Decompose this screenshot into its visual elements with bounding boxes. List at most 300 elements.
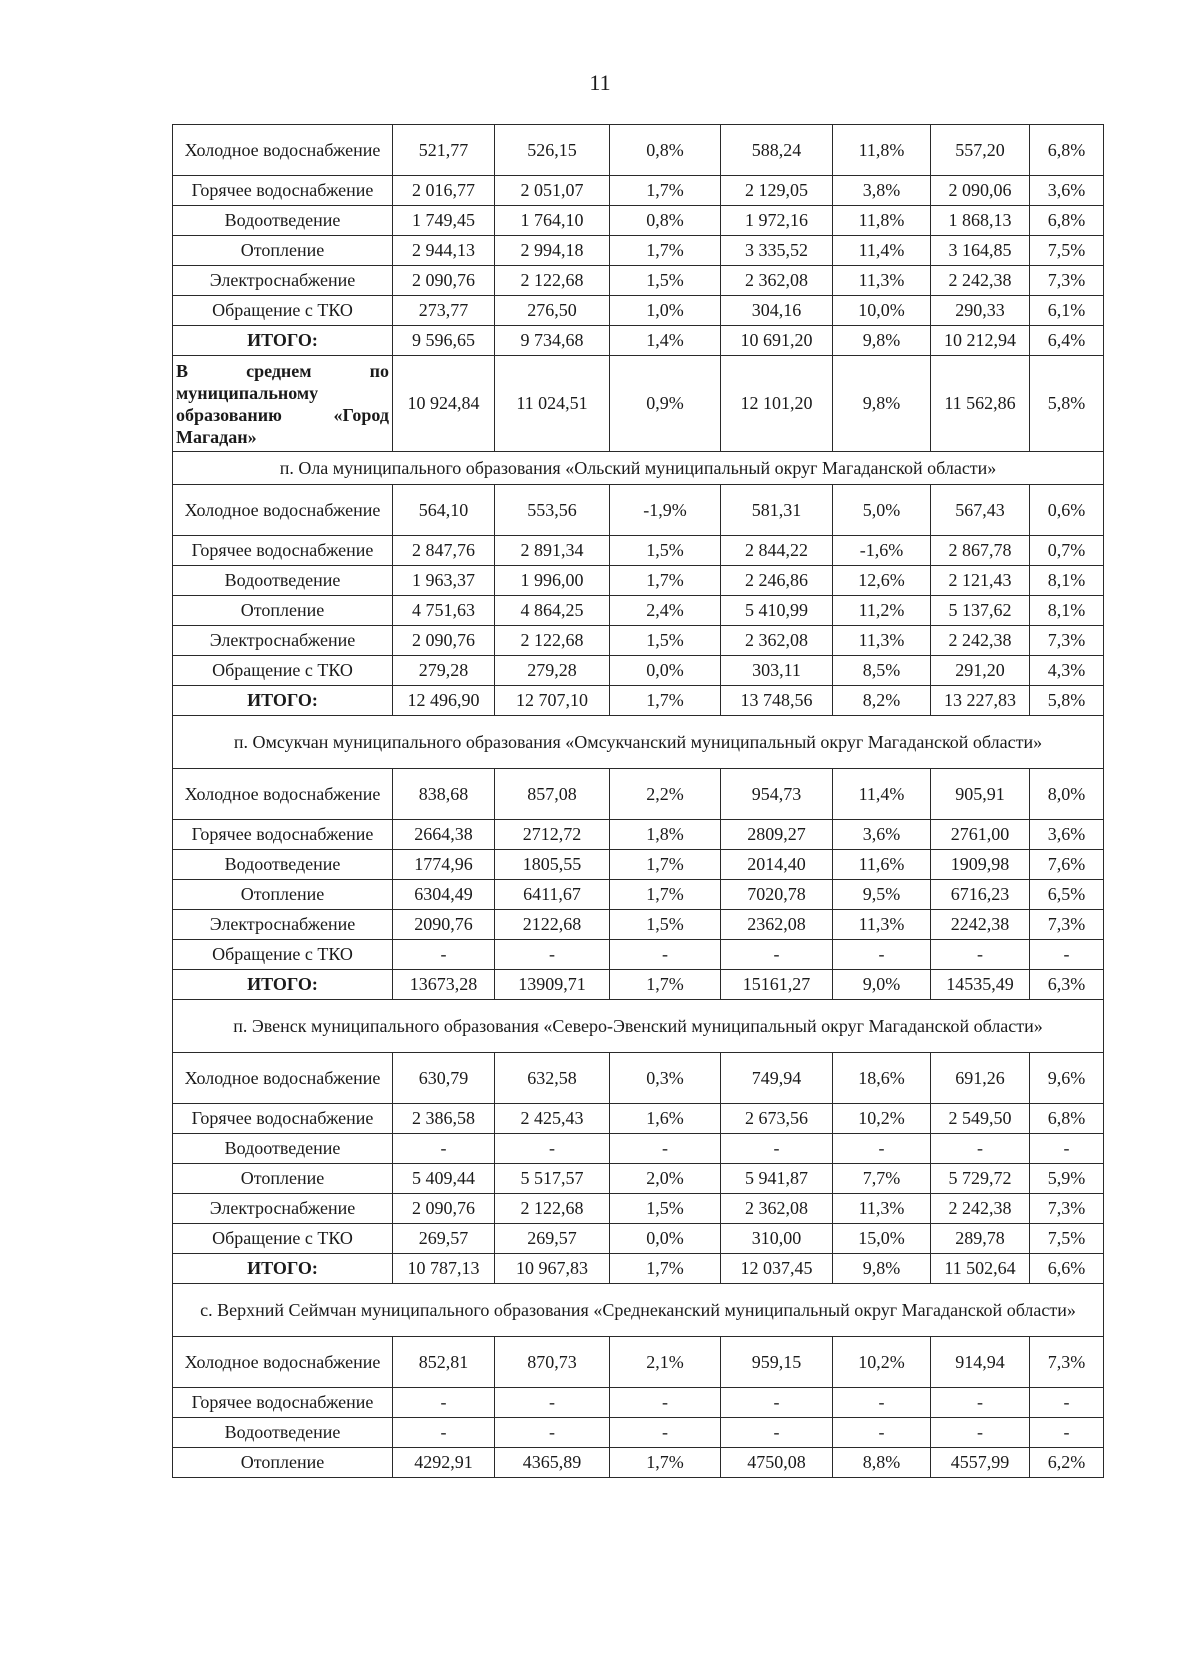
table-row bbox=[173, 1104, 1104, 1134]
value-cell: 9,8% bbox=[833, 326, 931, 356]
value-cell: 2 891,34 bbox=[495, 536, 610, 566]
table-row bbox=[173, 1418, 1104, 1448]
row-name-cell: Водоотведение bbox=[173, 566, 393, 596]
value-cell: 2,1% bbox=[610, 1337, 721, 1388]
value-cell: - bbox=[833, 1418, 931, 1448]
value-cell: 4 864,25 bbox=[495, 596, 610, 626]
row-name-cell: Горячее водоснабжение bbox=[173, 1388, 393, 1418]
value-cell: 6,2% bbox=[1030, 1448, 1104, 1478]
value-cell: 273,77 bbox=[393, 296, 495, 326]
value-cell: 1 764,10 bbox=[495, 206, 610, 236]
value-cell: 7,5% bbox=[1030, 1224, 1104, 1254]
value-cell: 9 734,68 bbox=[495, 326, 610, 356]
value-cell: 11,3% bbox=[833, 910, 931, 940]
table-row bbox=[173, 206, 1104, 236]
value-cell: 2 122,68 bbox=[495, 1194, 610, 1224]
table-row bbox=[173, 125, 1104, 176]
value-cell: 0,0% bbox=[610, 1224, 721, 1254]
table-row bbox=[173, 880, 1104, 910]
table-row bbox=[173, 236, 1104, 266]
value-cell: 1,7% bbox=[610, 1254, 721, 1284]
value-cell: - bbox=[721, 1134, 833, 1164]
value-cell: 2 362,08 bbox=[721, 626, 833, 656]
section-title: п. Эвенск муниципального образования «Северо-Эвенский муниципальный округ Магаданской области» bbox=[173, 1000, 1104, 1053]
value-cell: 5 941,87 bbox=[721, 1164, 833, 1194]
value-cell: 2090,76 bbox=[393, 910, 495, 940]
value-cell: 2 944,13 bbox=[393, 236, 495, 266]
value-cell: 0,6% bbox=[1030, 485, 1104, 536]
table-row bbox=[173, 266, 1104, 296]
table-row bbox=[173, 769, 1104, 820]
value-cell: 6,8% bbox=[1030, 206, 1104, 236]
value-cell: 2 122,68 bbox=[495, 626, 610, 656]
value-cell: 588,24 bbox=[721, 125, 833, 176]
value-cell: 4,3% bbox=[1030, 656, 1104, 686]
value-cell: - bbox=[610, 1134, 721, 1164]
value-cell: 1,5% bbox=[610, 1194, 721, 1224]
table-row bbox=[173, 176, 1104, 206]
value-cell: 5,0% bbox=[833, 485, 931, 536]
value-cell: 2014,40 bbox=[721, 850, 833, 880]
value-cell: 11 024,51 bbox=[495, 356, 610, 452]
table-row bbox=[173, 910, 1104, 940]
value-cell: 6,5% bbox=[1030, 880, 1104, 910]
value-cell: 2,4% bbox=[610, 596, 721, 626]
value-cell: 6,8% bbox=[1030, 1104, 1104, 1134]
value-cell: 914,94 bbox=[931, 1337, 1030, 1388]
value-cell: - bbox=[833, 1388, 931, 1418]
value-cell: 7,3% bbox=[1030, 626, 1104, 656]
value-cell: 5 409,44 bbox=[393, 1164, 495, 1194]
value-cell: - bbox=[721, 1418, 833, 1448]
value-cell: 12 101,20 bbox=[721, 356, 833, 452]
value-cell: 2 386,58 bbox=[393, 1104, 495, 1134]
value-cell: - bbox=[1030, 940, 1104, 970]
row-name-cell: Электроснабжение bbox=[173, 266, 393, 296]
value-cell: 870,73 bbox=[495, 1337, 610, 1388]
table-row bbox=[173, 820, 1104, 850]
value-cell: 1,7% bbox=[610, 880, 721, 910]
value-cell: 9,8% bbox=[833, 356, 931, 452]
row-name-cell: Водоотведение bbox=[173, 850, 393, 880]
row-name-cell: ИТОГО: bbox=[173, 1254, 393, 1284]
value-cell: 2 242,38 bbox=[931, 626, 1030, 656]
section-header-row bbox=[173, 1000, 1104, 1053]
value-cell: 13 227,83 bbox=[931, 686, 1030, 716]
value-cell: - bbox=[393, 1418, 495, 1448]
total-row bbox=[173, 1254, 1104, 1284]
value-cell: 1,7% bbox=[610, 686, 721, 716]
row-name-cell: Холодное водоснабжение bbox=[173, 1053, 393, 1104]
value-cell: 1 972,16 bbox=[721, 206, 833, 236]
table-row bbox=[173, 850, 1104, 880]
value-cell: 18,6% bbox=[833, 1053, 931, 1104]
value-cell: 8,0% bbox=[1030, 769, 1104, 820]
value-cell: 9,6% bbox=[1030, 1053, 1104, 1104]
table-row bbox=[173, 1164, 1104, 1194]
row-name-cell: Водоотведение bbox=[173, 1134, 393, 1164]
value-cell: 1 868,13 bbox=[931, 206, 1030, 236]
value-cell: 564,10 bbox=[393, 485, 495, 536]
value-cell: 7,7% bbox=[833, 1164, 931, 1194]
value-cell: 4 751,63 bbox=[393, 596, 495, 626]
row-name-cell: Обращение с ТКО bbox=[173, 1224, 393, 1254]
value-cell: 13 748,56 bbox=[721, 686, 833, 716]
value-cell: 553,56 bbox=[495, 485, 610, 536]
table-row bbox=[173, 536, 1104, 566]
row-name-cell: Отопление bbox=[173, 236, 393, 266]
table-row bbox=[173, 1134, 1104, 1164]
value-cell: 2664,38 bbox=[393, 820, 495, 850]
value-cell: 2 673,56 bbox=[721, 1104, 833, 1134]
value-cell: 8,2% bbox=[833, 686, 931, 716]
value-cell: 9 596,65 bbox=[393, 326, 495, 356]
value-cell: 11 562,86 bbox=[931, 356, 1030, 452]
section-title: с. Верхний Сеймчан муниципального образования «Среднеканский муниципальный округ Магаданской области» bbox=[173, 1284, 1104, 1337]
value-cell: 905,91 bbox=[931, 769, 1030, 820]
table-row bbox=[173, 1194, 1104, 1224]
value-cell: 11,3% bbox=[833, 626, 931, 656]
value-cell: - bbox=[833, 940, 931, 970]
value-cell: 0,8% bbox=[610, 206, 721, 236]
value-cell: 11,3% bbox=[833, 1194, 931, 1224]
value-cell: 291,20 bbox=[931, 656, 1030, 686]
value-cell: - bbox=[931, 1388, 1030, 1418]
value-cell: 2 362,08 bbox=[721, 1194, 833, 1224]
value-cell: 2,2% bbox=[610, 769, 721, 820]
value-cell: 12,6% bbox=[833, 566, 931, 596]
value-cell: - bbox=[1030, 1134, 1104, 1164]
total-row bbox=[173, 970, 1104, 1000]
total-row bbox=[173, 326, 1104, 356]
value-cell: 2 090,76 bbox=[393, 266, 495, 296]
value-cell: 6,1% bbox=[1030, 296, 1104, 326]
value-cell: 1 749,45 bbox=[393, 206, 495, 236]
value-cell: 1 963,37 bbox=[393, 566, 495, 596]
value-cell: 3,8% bbox=[833, 176, 931, 206]
value-cell: 14535,49 bbox=[931, 970, 1030, 1000]
value-cell: 6716,23 bbox=[931, 880, 1030, 910]
value-cell: 6,4% bbox=[1030, 326, 1104, 356]
table-row bbox=[173, 1337, 1104, 1388]
value-cell: 4365,89 bbox=[495, 1448, 610, 1478]
value-cell: 5 517,57 bbox=[495, 1164, 610, 1194]
row-name-cell: Холодное водоснабжение bbox=[173, 125, 393, 176]
value-cell: 11,8% bbox=[833, 125, 931, 176]
row-name-cell: Электроснабжение bbox=[173, 626, 393, 656]
value-cell: 11,4% bbox=[833, 769, 931, 820]
value-cell: 1,7% bbox=[610, 1448, 721, 1478]
row-name-cell: ИТОГО: bbox=[173, 970, 393, 1000]
value-cell: 304,16 bbox=[721, 296, 833, 326]
value-cell: 1,0% bbox=[610, 296, 721, 326]
row-name-cell: Водоотведение bbox=[173, 1418, 393, 1448]
value-cell: 2 242,38 bbox=[931, 1194, 1030, 1224]
value-cell: 1,5% bbox=[610, 910, 721, 940]
value-cell: 310,00 bbox=[721, 1224, 833, 1254]
value-cell: 3,6% bbox=[1030, 176, 1104, 206]
value-cell: 557,20 bbox=[931, 125, 1030, 176]
value-cell: - bbox=[393, 1134, 495, 1164]
value-cell: 11 502,64 bbox=[931, 1254, 1030, 1284]
value-cell: - bbox=[495, 1134, 610, 1164]
value-cell: 3 164,85 bbox=[931, 236, 1030, 266]
value-cell: - bbox=[931, 940, 1030, 970]
value-cell: 2 090,76 bbox=[393, 1194, 495, 1224]
value-cell: - bbox=[393, 1388, 495, 1418]
value-cell: 2 129,05 bbox=[721, 176, 833, 206]
value-cell: 2362,08 bbox=[721, 910, 833, 940]
value-cell: 1774,96 bbox=[393, 850, 495, 880]
value-cell: 11,3% bbox=[833, 266, 931, 296]
value-cell: 13909,71 bbox=[495, 970, 610, 1000]
value-cell: 630,79 bbox=[393, 1053, 495, 1104]
value-cell: 852,81 bbox=[393, 1337, 495, 1388]
value-cell: 0,7% bbox=[1030, 536, 1104, 566]
value-cell: 7,3% bbox=[1030, 910, 1104, 940]
value-cell: 10 924,84 bbox=[393, 356, 495, 452]
value-cell: 8,1% bbox=[1030, 596, 1104, 626]
value-cell: 3 335,52 bbox=[721, 236, 833, 266]
value-cell: 2712,72 bbox=[495, 820, 610, 850]
value-cell: 5 137,62 bbox=[931, 596, 1030, 626]
value-cell: 5 729,72 bbox=[931, 1164, 1030, 1194]
value-cell: 7,3% bbox=[1030, 1337, 1104, 1388]
table-row bbox=[173, 296, 1104, 326]
value-cell: 567,43 bbox=[931, 485, 1030, 536]
value-cell: 5 410,99 bbox=[721, 596, 833, 626]
row-name-cell: Водоотведение bbox=[173, 206, 393, 236]
value-cell: - bbox=[931, 1134, 1030, 1164]
table-row bbox=[173, 485, 1104, 536]
value-cell: - bbox=[610, 1418, 721, 1448]
value-cell: 521,77 bbox=[393, 125, 495, 176]
value-cell: 2 362,08 bbox=[721, 266, 833, 296]
value-cell: 3,6% bbox=[833, 820, 931, 850]
value-cell: -1,6% bbox=[833, 536, 931, 566]
row-name-cell: В среднем по муниципальному образованию «Город Магадан» bbox=[173, 356, 393, 452]
row-name-cell: Горячее водоснабжение bbox=[173, 176, 393, 206]
value-cell: 15161,27 bbox=[721, 970, 833, 1000]
value-cell: 1,7% bbox=[610, 176, 721, 206]
value-cell: 11,2% bbox=[833, 596, 931, 626]
value-cell: 9,8% bbox=[833, 1254, 931, 1284]
value-cell: 838,68 bbox=[393, 769, 495, 820]
value-cell: 303,11 bbox=[721, 656, 833, 686]
value-cell: - bbox=[610, 1388, 721, 1418]
table-row bbox=[173, 1388, 1104, 1418]
value-cell: 1,5% bbox=[610, 536, 721, 566]
average-row bbox=[173, 356, 1104, 452]
section-header-row bbox=[173, 716, 1104, 769]
value-cell: 2 549,50 bbox=[931, 1104, 1030, 1134]
row-name-cell: Обращение с ТКО bbox=[173, 940, 393, 970]
value-cell: 954,73 bbox=[721, 769, 833, 820]
value-cell: 1,6% bbox=[610, 1104, 721, 1134]
value-cell: 11,4% bbox=[833, 236, 931, 266]
value-cell: 12 707,10 bbox=[495, 686, 610, 716]
value-cell: 1,4% bbox=[610, 326, 721, 356]
value-cell: 632,58 bbox=[495, 1053, 610, 1104]
row-name-cell: Отопление bbox=[173, 596, 393, 626]
value-cell: 2809,27 bbox=[721, 820, 833, 850]
value-cell: 2 867,78 bbox=[931, 536, 1030, 566]
value-cell: 1,7% bbox=[610, 236, 721, 266]
value-cell: 959,15 bbox=[721, 1337, 833, 1388]
value-cell: 269,57 bbox=[393, 1224, 495, 1254]
value-cell: 1,7% bbox=[610, 566, 721, 596]
value-cell: 1,5% bbox=[610, 266, 721, 296]
row-name-cell: ИТОГО: bbox=[173, 686, 393, 716]
value-cell: 7020,78 bbox=[721, 880, 833, 910]
value-cell: 6304,49 bbox=[393, 880, 495, 910]
value-cell: 2 051,07 bbox=[495, 176, 610, 206]
value-cell: 2 994,18 bbox=[495, 236, 610, 266]
table-row bbox=[173, 940, 1104, 970]
value-cell: - bbox=[721, 940, 833, 970]
value-cell: - bbox=[495, 1388, 610, 1418]
value-cell: 2 122,68 bbox=[495, 266, 610, 296]
value-cell: 4750,08 bbox=[721, 1448, 833, 1478]
value-cell: 1,5% bbox=[610, 626, 721, 656]
value-cell: 6,6% bbox=[1030, 1254, 1104, 1284]
value-cell: 526,15 bbox=[495, 125, 610, 176]
value-cell: 1805,55 bbox=[495, 850, 610, 880]
section-header-row bbox=[173, 1284, 1104, 1337]
value-cell: 10,2% bbox=[833, 1104, 931, 1134]
value-cell: 11,6% bbox=[833, 850, 931, 880]
value-cell: 4557,99 bbox=[931, 1448, 1030, 1478]
value-cell: - bbox=[393, 940, 495, 970]
value-cell: 3,6% bbox=[1030, 820, 1104, 850]
value-cell: 12 496,90 bbox=[393, 686, 495, 716]
value-cell: 1,8% bbox=[610, 820, 721, 850]
value-cell: - bbox=[610, 940, 721, 970]
value-cell: 2761,00 bbox=[931, 820, 1030, 850]
section-header-row bbox=[173, 452, 1104, 485]
value-cell: 8,8% bbox=[833, 1448, 931, 1478]
value-cell: 10 787,13 bbox=[393, 1254, 495, 1284]
value-cell: 5,9% bbox=[1030, 1164, 1104, 1194]
value-cell: 6,3% bbox=[1030, 970, 1104, 1000]
value-cell: - bbox=[495, 940, 610, 970]
row-name-cell: Холодное водоснабжение bbox=[173, 769, 393, 820]
value-cell: 2 121,43 bbox=[931, 566, 1030, 596]
value-cell: 2 016,77 bbox=[393, 176, 495, 206]
table-row bbox=[173, 1448, 1104, 1478]
value-cell: 2242,38 bbox=[931, 910, 1030, 940]
value-cell: 9,5% bbox=[833, 880, 931, 910]
value-cell: 10,0% bbox=[833, 296, 931, 326]
section-title: п. Ола муниципального образования «Ольский муниципальный округ Магаданской области» bbox=[173, 452, 1104, 485]
value-cell: 10,2% bbox=[833, 1337, 931, 1388]
value-cell: 2 090,06 bbox=[931, 176, 1030, 206]
row-name-cell: Холодное водоснабжение bbox=[173, 485, 393, 536]
value-cell: 8,5% bbox=[833, 656, 931, 686]
value-cell: 8,1% bbox=[1030, 566, 1104, 596]
value-cell: 2,0% bbox=[610, 1164, 721, 1194]
value-cell: 7,5% bbox=[1030, 236, 1104, 266]
value-cell: 857,08 bbox=[495, 769, 610, 820]
value-cell: 1909,98 bbox=[931, 850, 1030, 880]
tariff-table-body bbox=[173, 125, 1104, 1478]
value-cell: - bbox=[931, 1418, 1030, 1448]
total-row bbox=[173, 686, 1104, 716]
value-cell: - bbox=[1030, 1388, 1104, 1418]
value-cell: 9,0% bbox=[833, 970, 931, 1000]
value-cell: 12 037,45 bbox=[721, 1254, 833, 1284]
value-cell: - bbox=[1030, 1418, 1104, 1448]
value-cell: 0,9% bbox=[610, 356, 721, 452]
row-name-cell: ИТОГО: bbox=[173, 326, 393, 356]
value-cell: 289,78 bbox=[931, 1224, 1030, 1254]
row-name-cell: Отопление bbox=[173, 1448, 393, 1478]
tariff-table bbox=[172, 124, 1104, 1478]
value-cell: 13673,28 bbox=[393, 970, 495, 1000]
value-cell: 0,0% bbox=[610, 656, 721, 686]
value-cell: 0,3% bbox=[610, 1053, 721, 1104]
value-cell: 0,8% bbox=[610, 125, 721, 176]
value-cell: 1,7% bbox=[610, 970, 721, 1000]
value-cell: 691,26 bbox=[931, 1053, 1030, 1104]
value-cell: 5,8% bbox=[1030, 686, 1104, 716]
value-cell: 7,3% bbox=[1030, 266, 1104, 296]
table-row bbox=[173, 566, 1104, 596]
value-cell: 1 996,00 bbox=[495, 566, 610, 596]
row-name-cell: Обращение с ТКО bbox=[173, 656, 393, 686]
value-cell: - bbox=[833, 1134, 931, 1164]
value-cell: 581,31 bbox=[721, 485, 833, 536]
value-cell: 10 967,83 bbox=[495, 1254, 610, 1284]
row-name-cell: Горячее водоснабжение bbox=[173, 820, 393, 850]
value-cell: 7,3% bbox=[1030, 1194, 1104, 1224]
value-cell: 6,8% bbox=[1030, 125, 1104, 176]
value-cell: 2 847,76 bbox=[393, 536, 495, 566]
value-cell: 10 212,94 bbox=[931, 326, 1030, 356]
value-cell: 290,33 bbox=[931, 296, 1030, 326]
row-name-cell: Горячее водоснабжение bbox=[173, 1104, 393, 1134]
row-name-cell: Электроснабжение bbox=[173, 1194, 393, 1224]
page-number: 11 bbox=[589, 70, 611, 95]
value-cell: 276,50 bbox=[495, 296, 610, 326]
value-cell: 2122,68 bbox=[495, 910, 610, 940]
value-cell: 269,57 bbox=[495, 1224, 610, 1254]
section-title: п. Омсукчан муниципального образования «Омсукчанский муниципальный округ Магаданской области» bbox=[173, 716, 1104, 769]
row-name-cell: Холодное водоснабжение bbox=[173, 1337, 393, 1388]
row-name-cell: Отопление bbox=[173, 1164, 393, 1194]
row-name-cell: Горячее водоснабжение bbox=[173, 536, 393, 566]
value-cell: 11,8% bbox=[833, 206, 931, 236]
row-name-cell: Обращение с ТКО bbox=[173, 296, 393, 326]
value-cell: 2 425,43 bbox=[495, 1104, 610, 1134]
row-name-cell: Отопление bbox=[173, 880, 393, 910]
table-row bbox=[173, 656, 1104, 686]
table-row bbox=[173, 1053, 1104, 1104]
value-cell: 15,0% bbox=[833, 1224, 931, 1254]
table-row bbox=[173, 596, 1104, 626]
value-cell: - bbox=[495, 1418, 610, 1448]
value-cell: 1,7% bbox=[610, 850, 721, 880]
value-cell: -1,9% bbox=[610, 485, 721, 536]
value-cell: - bbox=[721, 1388, 833, 1418]
row-name-cell: Электроснабжение bbox=[173, 910, 393, 940]
value-cell: 10 691,20 bbox=[721, 326, 833, 356]
value-cell: 279,28 bbox=[495, 656, 610, 686]
table-row bbox=[173, 626, 1104, 656]
value-cell: 2 246,86 bbox=[721, 566, 833, 596]
table-row bbox=[173, 1224, 1104, 1254]
value-cell: 2 090,76 bbox=[393, 626, 495, 656]
